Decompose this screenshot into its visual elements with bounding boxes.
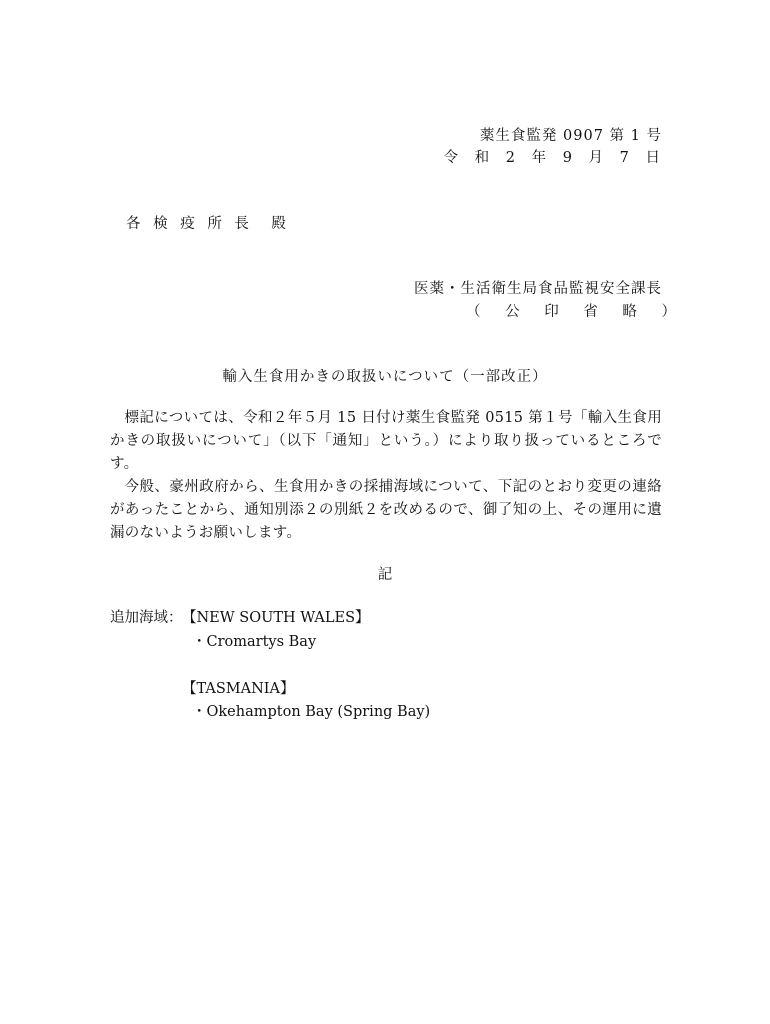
bay-cromartys: ・Cromartys Bay: [192, 634, 317, 650]
ki-heading: 記: [377, 567, 393, 583]
region-new-south-wales: 【NEW SOUTH WALES】: [182, 610, 370, 626]
document-date: 令 和 2 年 9 月 7 日: [443, 150, 662, 166]
document-body: [110, 407, 662, 545]
sender-name: 医薬・生活衛生局食品監視安全課長: [414, 281, 662, 297]
bay-okehampton: ・Okehampton Bay (Spring Bay): [192, 704, 431, 720]
document-subject: 輸入生食用かきの取扱いについて（一部改正）: [222, 369, 548, 385]
seal-omitted-note: （ 公 印 省 略 ）: [466, 304, 677, 320]
region-tasmania: 【TASMANIA】: [182, 681, 295, 697]
body-paragraph-2: 今般、豪州政府から、生食用かきの採捕海域について、下記のとおり変更の連絡があったことから、通知別添２の別紙２を改めるので、御了知の上、その運用に遺漏のないようお願いします。: [110, 479, 662, 541]
document-number: 薬生食監発 0907 第 1 号: [479, 128, 662, 144]
additional-area-label: 追加海域：: [110, 610, 183, 626]
body-paragraph-1: 標記については、令和２年５月 15 日付け薬生食監発 0515 第１号「輸入生食用かきの取扱いについて」（以下「通知」という。）により取り扱っているところです。: [110, 410, 662, 472]
addressee: 各 検 疫 所 長 殿: [126, 216, 290, 232]
